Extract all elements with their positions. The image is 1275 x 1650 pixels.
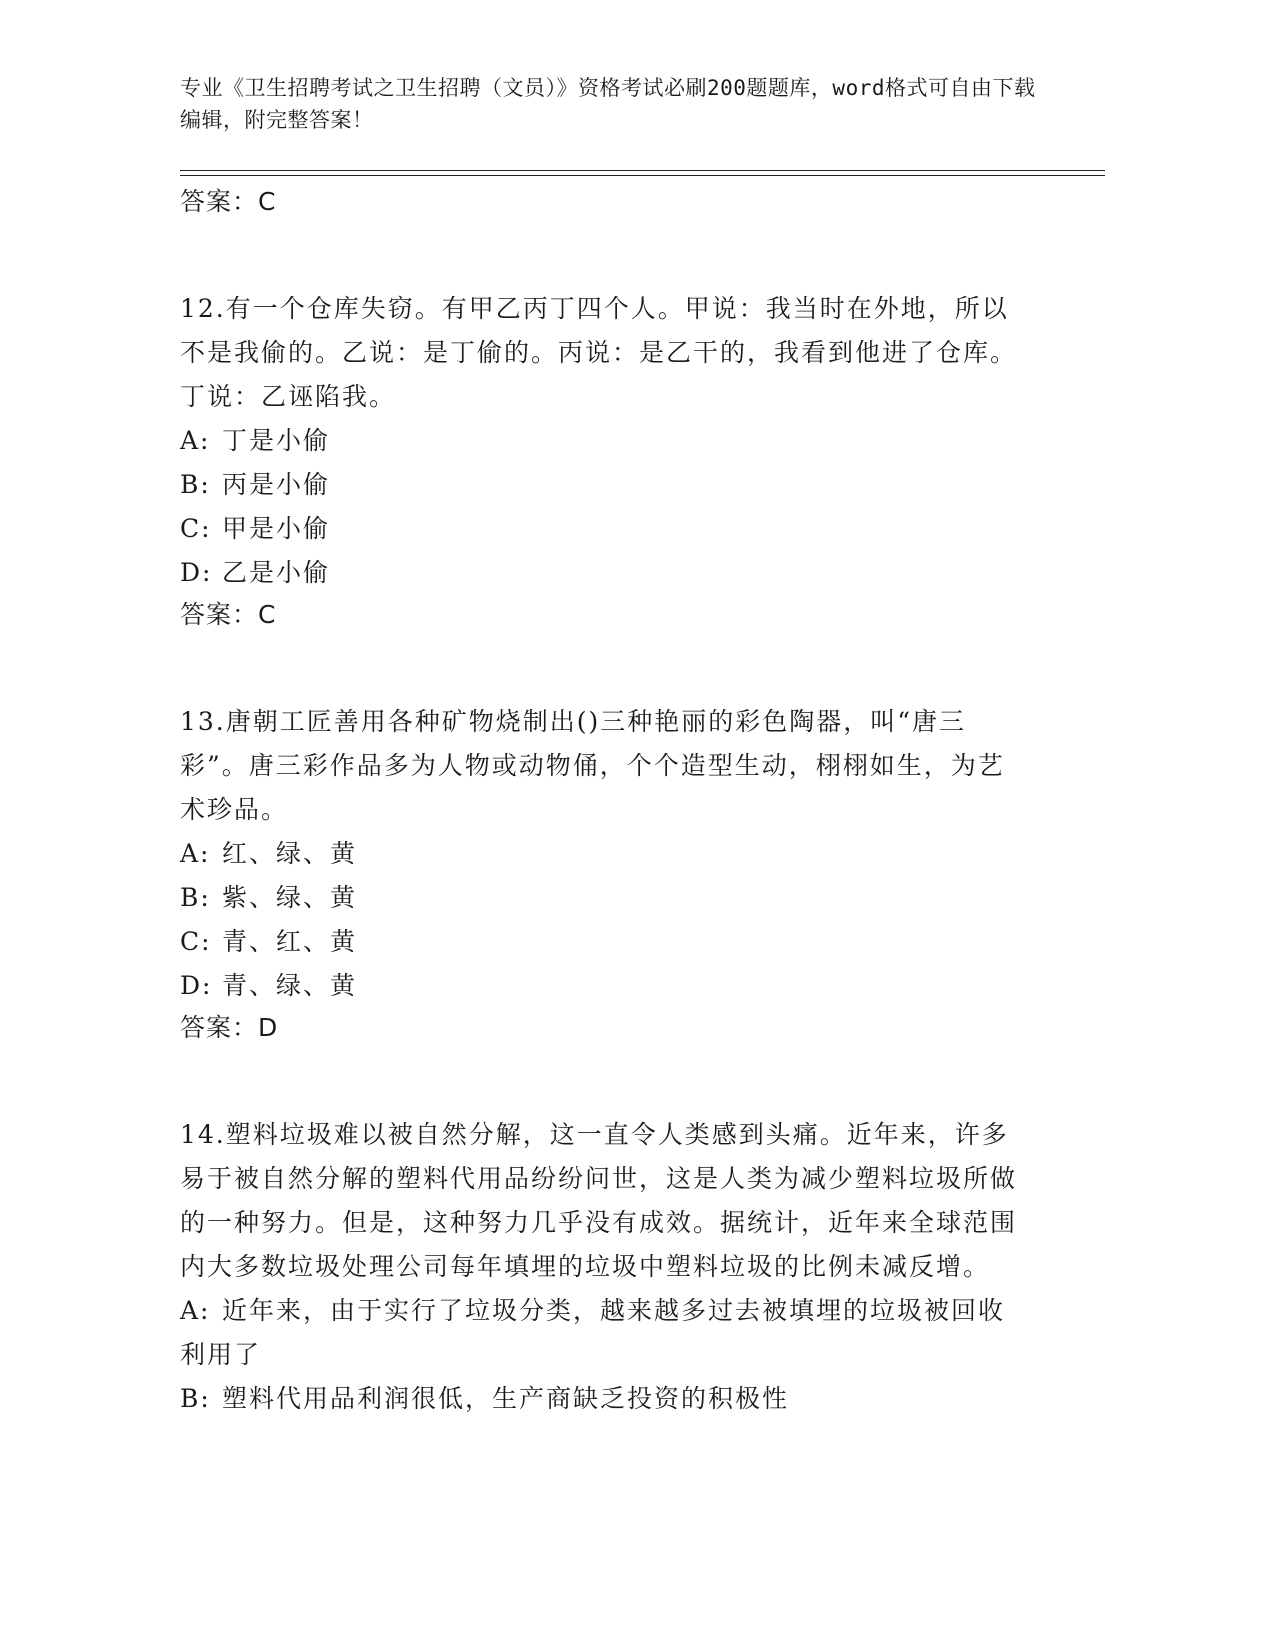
option-b xyxy=(180,876,1030,920)
answer-line: 答案：C xyxy=(180,187,277,216)
option-letter: C: xyxy=(180,514,212,543)
option-b xyxy=(180,463,1030,507)
option-a xyxy=(180,832,1030,876)
option-c xyxy=(180,920,1030,964)
option-a xyxy=(180,419,1030,463)
option-a xyxy=(180,1289,1030,1377)
option-text: 丙是小偷 xyxy=(222,470,331,499)
option-letter: C: xyxy=(180,927,212,956)
spacer xyxy=(180,635,1030,700)
option-text: 塑料代用品利润很低，生产商缺乏投资的积极性 xyxy=(222,1384,790,1413)
option-letter: A: xyxy=(180,839,211,868)
page-header: 专业《卫生招聘考试之卫生招聘（文员）》资格考试必刷200题题库，word格式可自由下载编辑，附完整答案！ xyxy=(180,76,1036,132)
question-stem: 14.塑料垃圾难以被自然分解，这一直令人类感到头痛。近年来，许多易于被自然分解的塑料代用品纷纷问世，这是人类为减少塑料垃圾所做的一种努力。但是，这种努力几乎没有成效。据统计，近年来全球范围内大多数垃圾处理公司每年填埋的垃圾中塑料垃圾的比例未减反增。 xyxy=(180,1120,1018,1281)
question-stem: 13.唐朝工匠善用各种矿物烧制出()三种艳丽的彩色陶器，叫“唐三彩”。唐三彩作品多为人物或动物俑，个个造型生动，栩栩如生，为艺术珍品。 xyxy=(180,707,1005,824)
option-text: 乙是小偷 xyxy=(222,558,331,587)
option-text: 红、绿、黄 xyxy=(222,839,358,868)
spacer xyxy=(180,222,1030,287)
option-c xyxy=(180,507,1030,551)
option-text: 青、绿、黄 xyxy=(222,971,358,1000)
option-b xyxy=(180,1377,1030,1421)
header-divider-bottom xyxy=(180,175,1105,176)
option-d xyxy=(180,551,1030,595)
option-text: 丁是小偷 xyxy=(222,426,331,455)
option-letter: A: xyxy=(180,1296,211,1325)
option-letter: B: xyxy=(180,883,211,912)
question-stem: 12.有一个仓库失窃。有甲乙丙丁四个人。甲说：我当时在外地，所以不是我偷的。乙说：是丁偷的。丙说：是乙干的，我看到他进了仓库。丁说：乙诬陷我。 xyxy=(180,294,1018,411)
answer-line: 答案：D xyxy=(180,1013,279,1042)
option-letter: B: xyxy=(180,470,211,499)
option-text: 甲是小偷 xyxy=(222,514,331,543)
option-letter: D: xyxy=(180,558,213,587)
header-divider-top xyxy=(180,170,1105,171)
option-letter: D: xyxy=(180,971,213,1000)
option-text: 紫、绿、黄 xyxy=(222,883,358,912)
answer-line: 答案：C xyxy=(180,600,277,629)
spacer xyxy=(180,1048,1030,1113)
option-letter: B: xyxy=(180,1384,211,1413)
option-text: 近年来，由于实行了垃圾分类，越来越多过去被填埋的垃圾被回收利用了 xyxy=(180,1296,1006,1369)
question-13 xyxy=(180,700,1030,1048)
question-12 xyxy=(180,287,1030,635)
option-text: 青、红、黄 xyxy=(222,927,358,956)
option-letter: A: xyxy=(180,426,211,455)
question-14 xyxy=(180,1113,1030,1421)
question-list xyxy=(180,182,1030,1421)
option-d xyxy=(180,964,1030,1008)
